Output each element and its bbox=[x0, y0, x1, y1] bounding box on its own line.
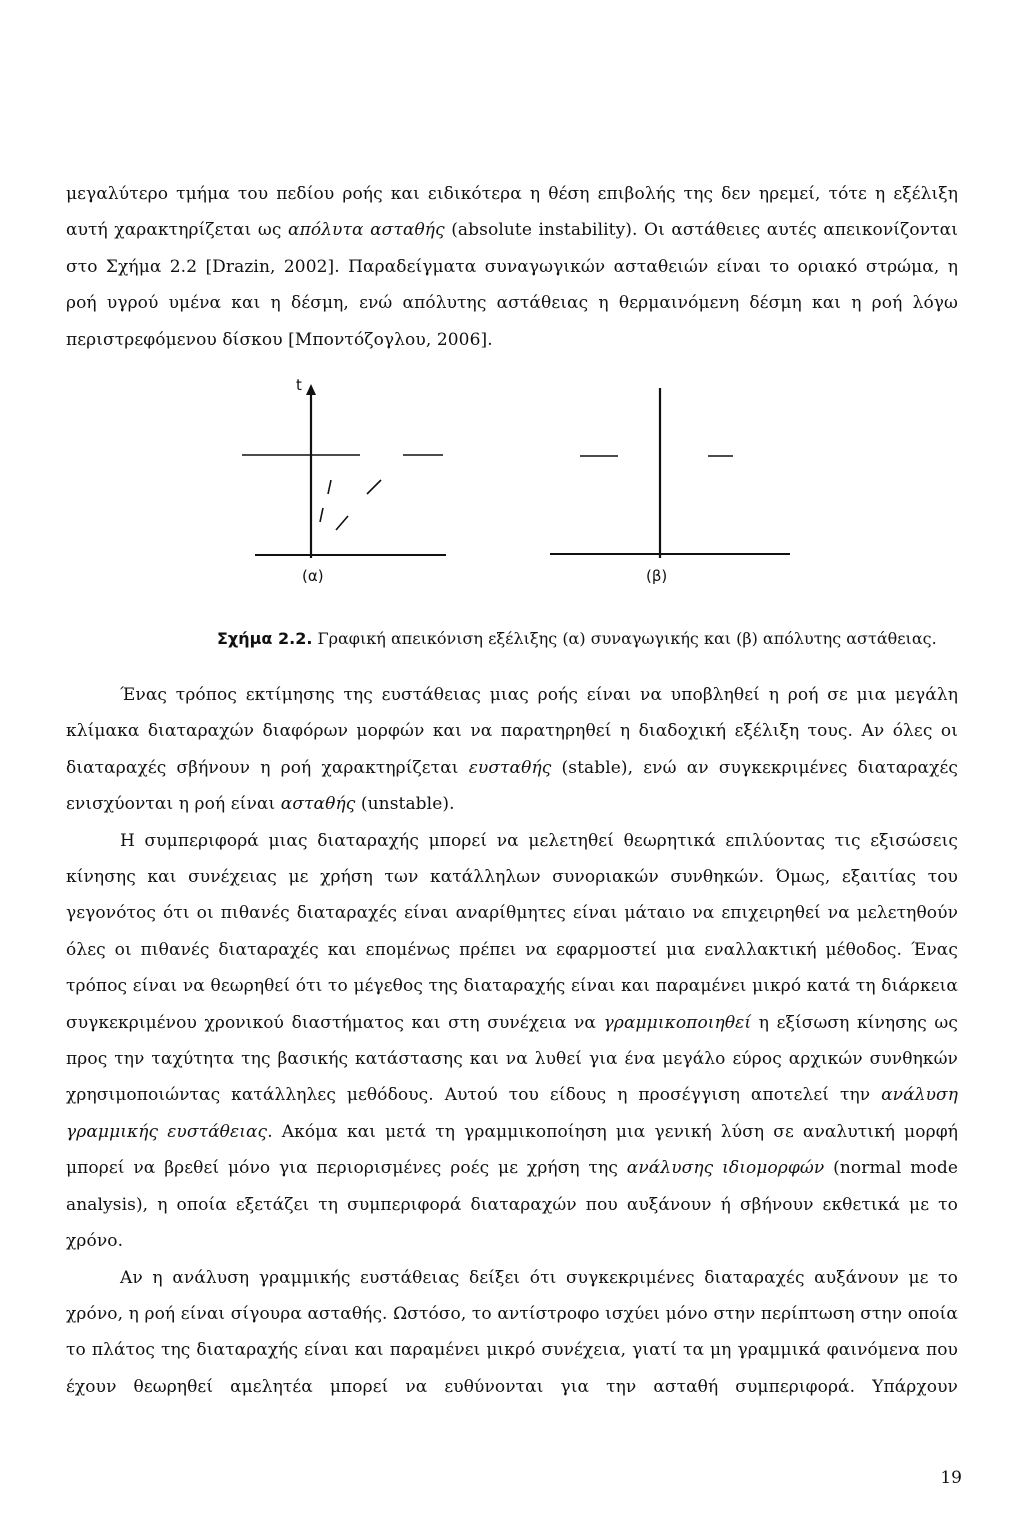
figure-2-2 bbox=[240, 376, 800, 597]
paragraph-text: Η συμπεριφορά μιας διαταραχής μπορεί να μελετηθεί θεωρητικά επιλύοντας τις εξισώσεις κίνησης και συνέχειας με χρήση των κατάλληλων συνοριακών συνθηκών. Όμως, εξαιτίας του γεγονότος ότι οι πιθανές διαταραχές είναι αναρίθμητες είναι μάταιο να επιχειρηθεί να μελετηθούν όλες οι πιθανές διαταραχές και επομένως πρέπει να εφαρμοστεί μια εναλλακτική μέθοδος. Ένας τρόπος είναι να θεωρηθεί ότι το μέγεθος της διαταραχής είναι και παραμένει μικρό κατά τη διάρκεια συγκεκριμένου χρονικού διαστήματος και στη συνέχεια να bbox=[66, 830, 958, 1033]
figure-caption bbox=[217, 628, 977, 650]
figure-diagram bbox=[240, 382, 800, 597]
caption-label: Σχήμα 2.2. bbox=[217, 629, 313, 648]
paragraph-text: . Ακόμα και μετά τη γραμμικοποίηση μια γενική λύση σε αναλυτική μορφή μπορεί να βρεθεί μόνο για περιορισμένες ροές με χρήση της bbox=[66, 1121, 959, 1179]
paragraph-emphasis: ανάλυση γραμμικής ευστάθειας bbox=[66, 1085, 958, 1142]
panel-a-front-dash bbox=[320, 508, 323, 522]
panel-b-label: (β) bbox=[646, 567, 668, 585]
intro-text-part: (absolute instability). Οι αστάθειες αυτές απεικονίζονται στο Σχήμα 2.2 [Drazin, 2002]. Παραδείγματα συναγωγικών ασταθειών είναι το οριακό στρώμα, η ροή υγρού υμένα και η δέσμη, ενώ απόλυτης αστάθειας η θερμαινόμενη δέσμη και η ροή λόγω περιστρεφόμενου δίσκου [Μποντόζογλου, 2006]. bbox=[66, 220, 959, 350]
time-axis-label: t bbox=[296, 376, 302, 394]
panel-a-diagram bbox=[242, 384, 446, 558]
paragraph-emphasis: ευσταθής bbox=[468, 757, 552, 778]
panel-a-front-dash bbox=[336, 516, 348, 530]
paragraph-converse bbox=[66, 1260, 958, 1406]
paragraph-emphasis: ανάλυσης ιδιομορφών bbox=[626, 1158, 825, 1179]
paragraph-text: Αν η ανάλυση γραμμικής ευστάθειας δείξει ότι συγκεκριμένες διαταραχές αυξάνουν με το χρόνο, η ροή είναι σίγουρα ασταθής. Ωστόσο, το αντίστροφο ισχύει μόνο στην περίπτωση στην οποία το πλάτος της διαταραχής είναι και παραμένει μικρό συνέχεια, γιατί τα μη γραμμικά φαινόμενα που έχουν θεωρηθεί αμελητέα μπορεί να ευθύνονται για την ασταθή συμπεριφορά. Υπάρχουν bbox=[66, 1267, 958, 1397]
paragraph-text: η εξίσωση κίνησης ως προς την ταχύτητα της βασικής κατάστασης και να λυθεί για ένα μεγάλο εύρος αρχικών συνθηκών χρησιμοποιώντας κατάλληλες μεθόδους. Αυτού του είδους η προσέγγιση αποτελεί την bbox=[66, 1012, 958, 1106]
intro-paragraph bbox=[66, 176, 958, 358]
paragraph-linear-stability bbox=[66, 823, 958, 1260]
paragraph-text: (stable), ενώ αν συγκεκριμένες διαταραχές ενισχύονται η ροή είναι bbox=[66, 757, 958, 815]
intro-emphasis: απόλυτα ασταθής bbox=[288, 220, 445, 241]
panel-a-axis-arrowhead bbox=[306, 384, 316, 395]
paragraph-text: Ένας τρόπος εκτίμησης της ευστάθειας μιας ροής είναι να υποβληθεί η ροή σε μια μεγάλη κλίμακα διαταραχών διαφόρων μορφών και να παρατηρηθεί η διαδοχική εξέλιξη τους. Αν όλες οι διαταραχές σβήνουν η ροή χαρακτηρίζεται bbox=[66, 685, 958, 778]
panel-b-diagram bbox=[550, 388, 790, 558]
intro-text-part: μεγαλύτερο τμήμα του πεδίου ροής και ειδικότερα η θέση επιβολής της δεν ηρεμεί, τότε η εξέλιξη αυτή χαρακτηρίζεται ως bbox=[66, 184, 958, 241]
paragraph-text: (unstable). bbox=[355, 794, 455, 815]
paragraph-emphasis: γραμμικοποιηθεί bbox=[603, 1012, 752, 1033]
panel-a-front-dash bbox=[328, 480, 331, 494]
intro-text bbox=[66, 176, 958, 358]
panel-a-front-dash bbox=[367, 480, 381, 494]
paragraph-text: (normal mode analysis), η οποία εξετάζει τη συμπεριφορά διαταραχών που αυξάνουν ή σβήνουν εκθετικά με το χρόνο. bbox=[66, 1158, 958, 1252]
panel-a-label: (α) bbox=[302, 567, 324, 585]
caption-text: Γραφική απεικόνιση εξέλιξης (α) συναγωγικής και (β) απόλυτης αστάθειας. bbox=[312, 629, 937, 648]
page-number: 19 bbox=[940, 1468, 962, 1488]
paragraph-emphasis: ασταθής bbox=[280, 794, 356, 815]
body-text bbox=[66, 677, 958, 1405]
paragraph-stability-estimation bbox=[66, 677, 958, 823]
